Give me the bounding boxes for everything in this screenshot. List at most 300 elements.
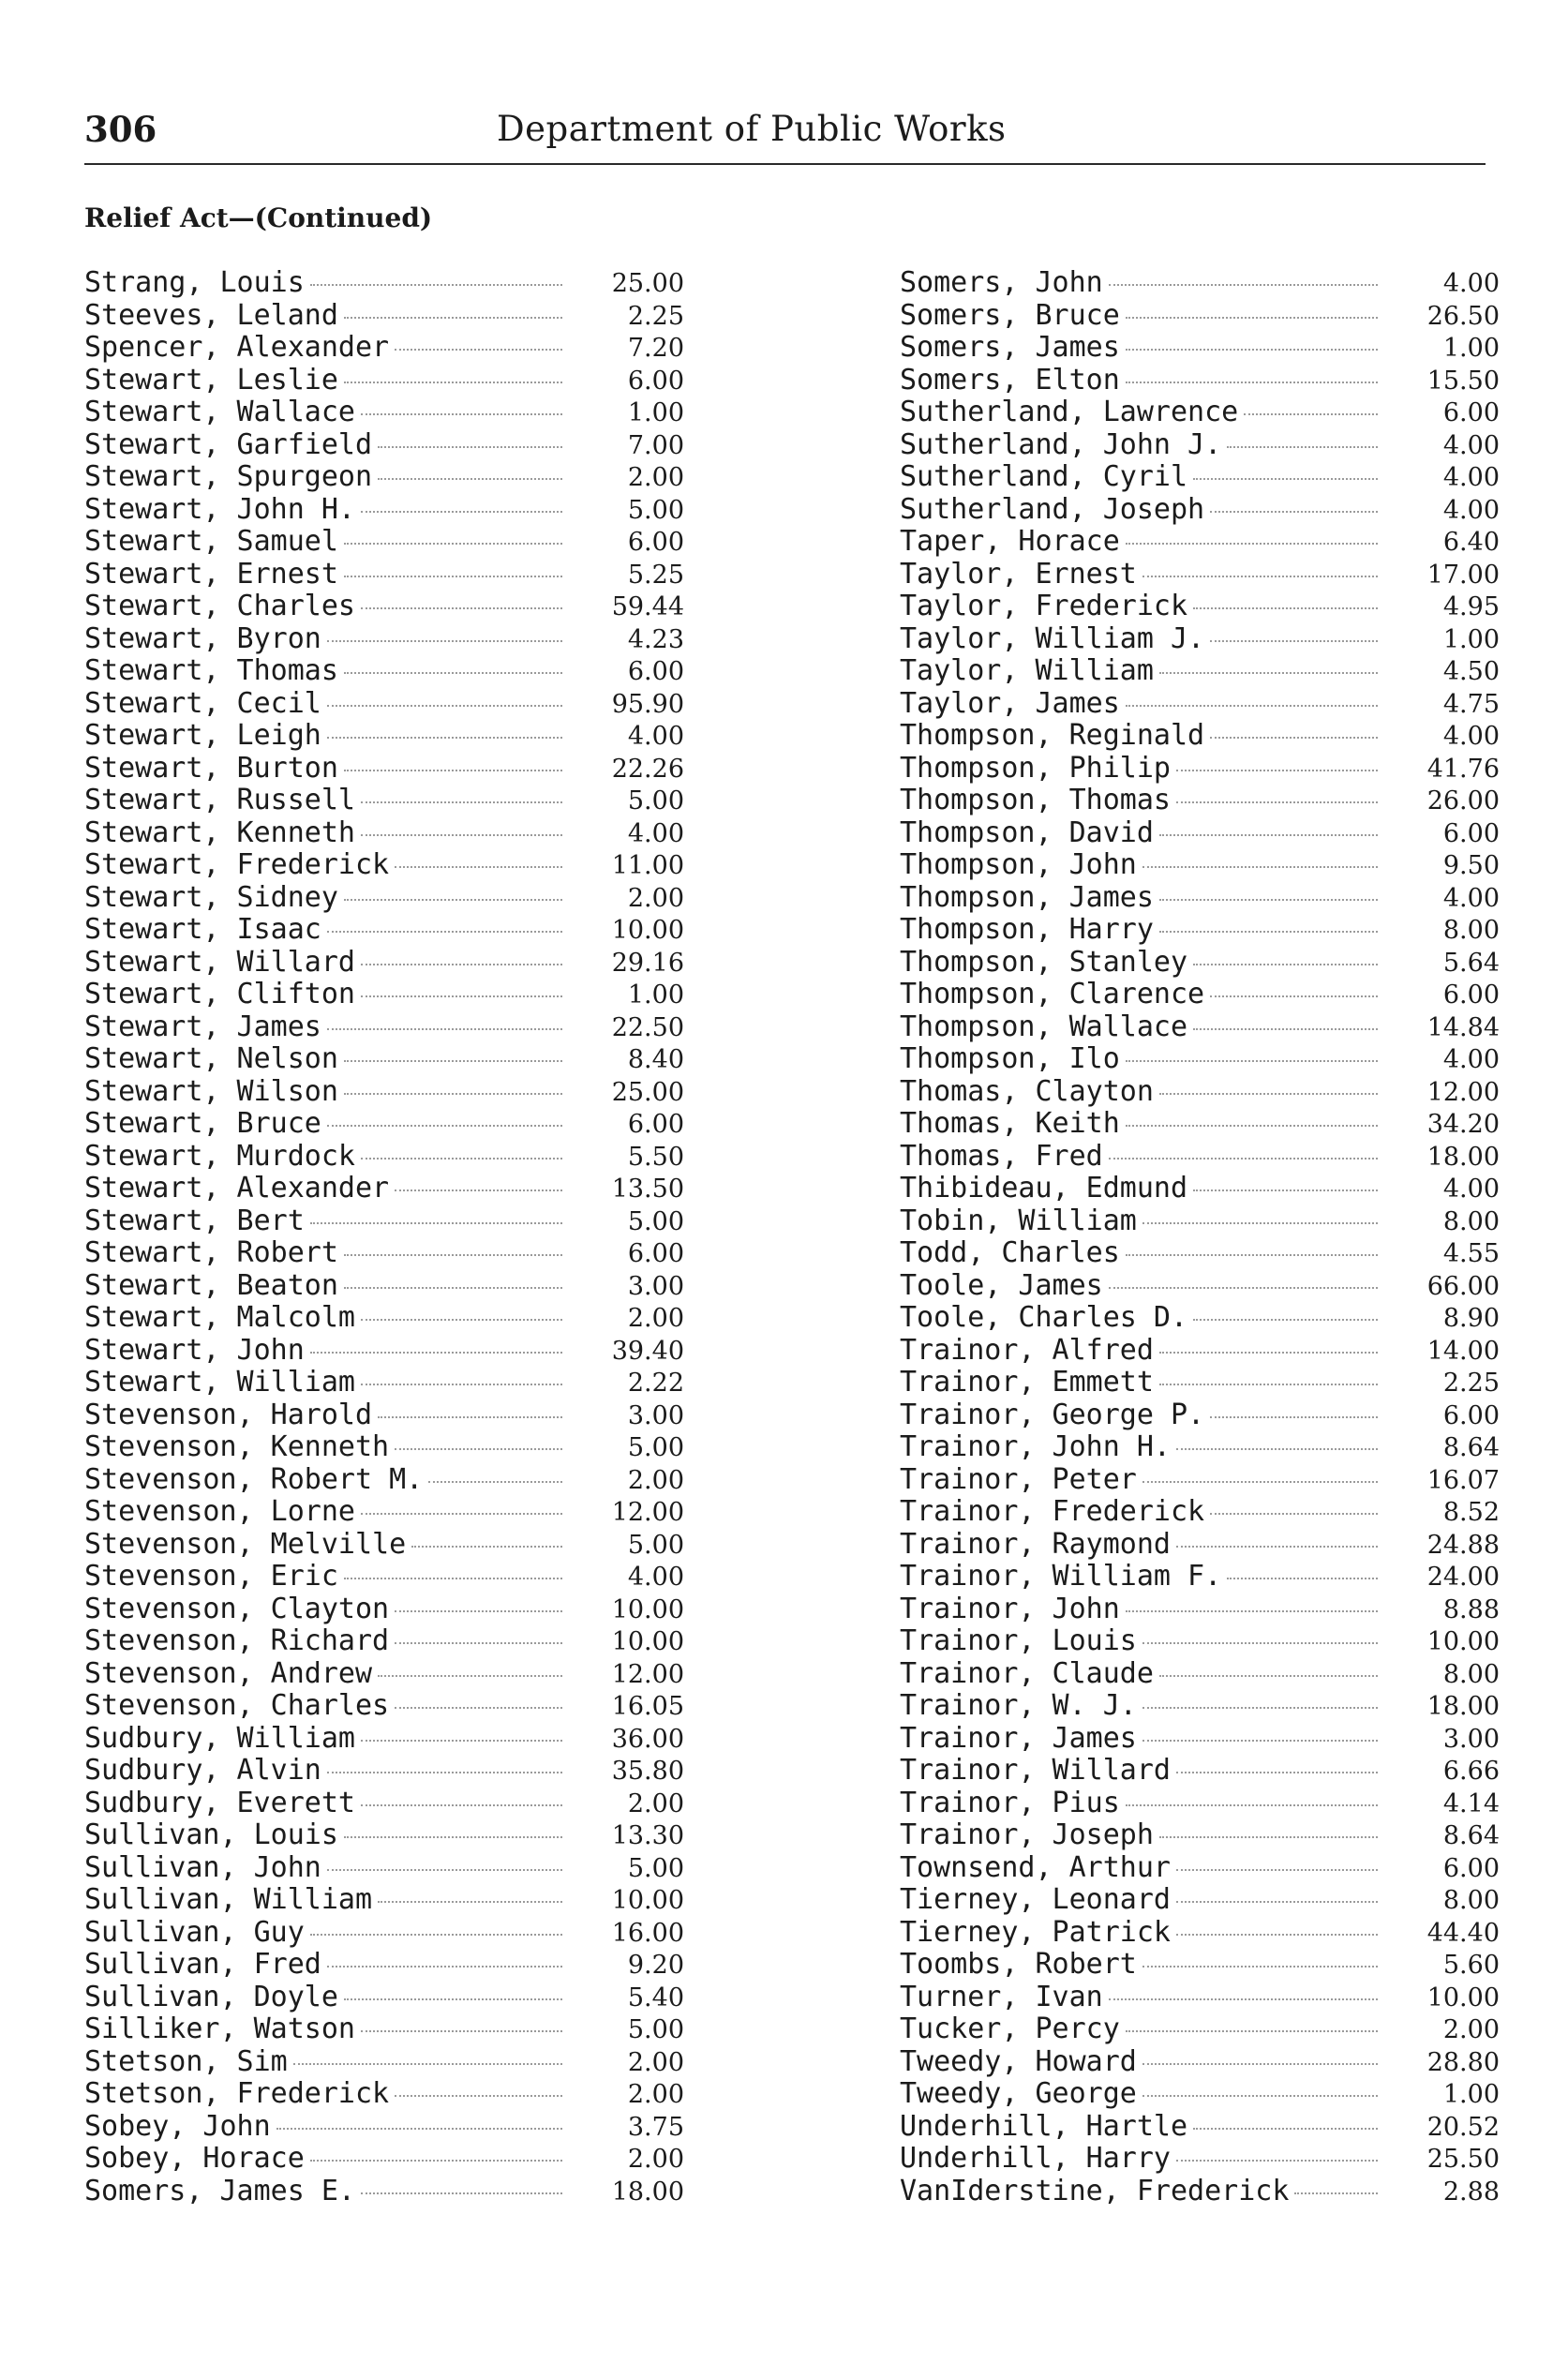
dot-leader xyxy=(378,1416,562,1418)
list-item xyxy=(84,1366,684,1399)
payee-name: Somers, James xyxy=(900,331,1120,364)
payment-amount: 1.00 xyxy=(1442,624,1500,654)
dot-leader xyxy=(1210,737,1378,739)
list-item xyxy=(84,1236,684,1269)
dot-leader xyxy=(344,770,562,771)
payee-name: Stewart, Russell xyxy=(84,784,355,816)
dot-leader xyxy=(395,1642,562,1644)
payment-amount: 2.88 xyxy=(1442,2177,1500,2207)
dot-leader xyxy=(1159,1384,1378,1385)
dot-leader xyxy=(327,1772,562,1773)
payee-name: Somers, James E. xyxy=(84,2174,355,2207)
list-item xyxy=(900,1075,1500,1108)
list-item xyxy=(900,1916,1500,1949)
payee-name: Stevenson, Richard xyxy=(84,1624,390,1657)
payee-name: Sutherland, Cyril xyxy=(900,460,1188,493)
payee-name: Taylor, William xyxy=(900,654,1154,687)
payment-amount: 14.00 xyxy=(1426,1336,1500,1366)
dot-leader xyxy=(1159,1675,1378,1677)
list-item xyxy=(900,590,1500,622)
payee-name: Thompson, David xyxy=(900,815,1154,849)
list-item xyxy=(84,913,684,946)
payment-amount: 13.30 xyxy=(611,1821,684,1850)
list-item xyxy=(84,1430,684,1463)
payee-name: Thompson, Stanley xyxy=(900,945,1188,979)
payment-amount: 3.00 xyxy=(627,1271,684,1301)
dot-leader xyxy=(1159,1352,1378,1354)
dot-leader xyxy=(1227,1578,1378,1579)
dot-leader xyxy=(1193,607,1378,609)
list-item xyxy=(900,1463,1500,1496)
payment-amount: 36.00 xyxy=(611,1724,684,1754)
payee-name: Sutherland, John J. xyxy=(900,427,1222,461)
list-item xyxy=(900,687,1500,720)
dot-leader xyxy=(327,640,562,642)
list-item xyxy=(84,364,684,396)
list-item xyxy=(900,654,1500,687)
payment-amount: 8.64 xyxy=(1442,1821,1500,1850)
payee-name: Sobey, Horace xyxy=(84,2142,305,2175)
list-item xyxy=(84,396,684,428)
payee-name: Stewart, James xyxy=(84,1010,321,1043)
payee-name: Stewart, Beaton xyxy=(84,1268,338,1302)
payee-name: Thompson, James xyxy=(900,880,1154,914)
payee-name: Stetson, Frederick xyxy=(84,2077,390,2110)
payment-amount: 66.00 xyxy=(1426,1271,1500,1301)
payee-name: Thomas, Fred xyxy=(900,1139,1103,1173)
list-item xyxy=(84,299,684,332)
dot-leader xyxy=(1176,1901,1378,1903)
payment-amount: 6.00 xyxy=(1442,1853,1500,1883)
dot-leader xyxy=(1126,349,1378,351)
list-item xyxy=(900,299,1500,332)
list-item xyxy=(84,1981,684,2013)
list-item xyxy=(900,1140,1500,1173)
payment-amount: 1.00 xyxy=(627,980,684,1010)
payment-amount: 4.00 xyxy=(627,722,684,751)
list-item xyxy=(84,881,684,914)
list-item xyxy=(900,1236,1500,1269)
section-heading: Relief Act—(Continued) xyxy=(84,202,433,233)
payee-name: Trainor, Raymond xyxy=(900,1527,1171,1561)
right-column xyxy=(900,266,1500,2207)
payee-name: Trainor, John xyxy=(900,1592,1120,1625)
payee-name: Somers, Elton xyxy=(900,363,1120,396)
payee-name: Taylor, Frederick xyxy=(900,590,1188,622)
payment-amount: 6.66 xyxy=(1442,1757,1500,1786)
payment-amount: 4.75 xyxy=(1442,689,1500,719)
payment-amount: 4.50 xyxy=(1442,657,1500,686)
payment-amount: 5.50 xyxy=(627,1142,684,1172)
payee-name: Thompson, Wallace xyxy=(900,1010,1188,1043)
list-item xyxy=(84,525,684,558)
payee-name: Stewart, Cecil xyxy=(84,686,321,720)
dot-leader xyxy=(327,931,562,933)
payment-amount: 2.00 xyxy=(627,2080,684,2109)
dot-leader xyxy=(344,1093,562,1095)
payee-name: Underhill, Hartle xyxy=(900,2109,1188,2143)
list-item xyxy=(900,1204,1500,1237)
payment-amount: 4.00 xyxy=(627,1563,684,1592)
dot-leader xyxy=(1142,2063,1378,2065)
payee-name: Somers, Bruce xyxy=(900,298,1120,332)
dot-leader xyxy=(1193,2128,1378,2130)
list-item xyxy=(84,1463,684,1496)
list-item xyxy=(900,2175,1500,2207)
dot-leader xyxy=(378,478,562,480)
dot-leader xyxy=(1176,1546,1378,1548)
payee-name: Stewart, Sidney xyxy=(84,880,338,914)
list-item xyxy=(900,848,1500,881)
payee-name: Trainor, Frederick xyxy=(900,1495,1205,1528)
payee-name: Tucker, Percy xyxy=(900,2012,1120,2045)
payee-name: Sullivan, Doyle xyxy=(84,1980,338,2013)
dot-leader xyxy=(361,1384,562,1385)
list-item xyxy=(84,1172,684,1204)
list-item xyxy=(84,816,684,849)
list-item xyxy=(84,848,684,881)
list-item xyxy=(900,752,1500,785)
dot-leader xyxy=(1109,1158,1378,1160)
list-item xyxy=(900,946,1500,979)
dot-leader xyxy=(361,413,562,415)
payee-name: Trainor, Alfred xyxy=(900,1333,1154,1367)
list-item xyxy=(84,460,684,493)
dot-leader xyxy=(344,1060,562,1062)
list-item xyxy=(84,1010,684,1043)
payee-name: Stewart, Malcolm xyxy=(84,1301,355,1334)
payee-name: Steeves, Leland xyxy=(84,298,338,332)
dot-leader xyxy=(1210,640,1378,642)
list-item xyxy=(84,493,684,526)
payment-amount: 4.00 xyxy=(1442,1045,1500,1074)
dot-leader xyxy=(361,2030,562,2032)
payee-name: Sullivan, Louis xyxy=(84,1818,338,1851)
dot-leader xyxy=(1126,382,1378,383)
payment-amount: 20.52 xyxy=(1426,2112,1500,2142)
payee-name: VanIderstine, Frederick xyxy=(900,2174,1290,2207)
payment-amount: 6.00 xyxy=(627,657,684,686)
payment-amount: 10.00 xyxy=(611,916,684,945)
list-item xyxy=(84,1399,684,1431)
list-item xyxy=(84,1560,684,1593)
list-item xyxy=(900,2012,1500,2045)
page-header xyxy=(84,105,1486,165)
payee-name: Trainor, Pius xyxy=(900,1786,1120,1819)
dot-leader xyxy=(361,964,562,965)
dot-leader xyxy=(1126,1060,1378,1062)
list-item xyxy=(900,622,1500,655)
payment-amount: 8.40 xyxy=(627,1045,684,1074)
payee-name: Thompson, Philip xyxy=(900,751,1171,785)
dot-leader xyxy=(395,1610,562,1612)
list-item xyxy=(84,1851,684,1884)
list-item xyxy=(84,784,684,816)
dot-leader xyxy=(310,2160,562,2162)
payee-name: Tweedy, Howard xyxy=(900,2044,1137,2078)
list-item xyxy=(900,525,1500,558)
list-item xyxy=(900,1334,1500,1367)
list-item xyxy=(84,1334,684,1367)
payment-amount: 16.05 xyxy=(611,1692,684,1721)
payment-amount: 2.00 xyxy=(627,1788,684,1818)
dot-leader xyxy=(1126,1804,1378,1806)
dot-leader xyxy=(344,1836,562,1838)
list-item xyxy=(84,2045,684,2078)
dot-leader xyxy=(327,705,562,707)
payment-amount: 12.00 xyxy=(1426,1077,1500,1107)
payee-name: Stevenson, Robert M. xyxy=(84,1462,424,1496)
list-item xyxy=(84,1301,684,1334)
dot-leader xyxy=(310,1934,562,1936)
payee-name: Stewart, Wilson xyxy=(84,1074,338,1108)
list-item xyxy=(900,1301,1500,1334)
payee-name: Sullivan, Guy xyxy=(84,1915,305,1949)
dot-leader xyxy=(310,1352,562,1354)
dot-leader xyxy=(395,1448,562,1450)
list-item xyxy=(900,1818,1500,1851)
payee-name: Stewart, Thomas xyxy=(84,654,338,687)
payment-amount: 29.16 xyxy=(611,948,684,978)
dot-leader xyxy=(1159,834,1378,836)
payee-name: Stevenson, Melville xyxy=(84,1527,407,1561)
payment-amount: 8.64 xyxy=(1442,1433,1500,1462)
payee-name: Stewart, Nelson xyxy=(84,1042,338,1075)
list-item xyxy=(84,1269,684,1302)
list-item xyxy=(900,1787,1500,1819)
payee-name: Sutherland, Lawrence xyxy=(900,396,1239,428)
payee-name: Thibideau, Edmund xyxy=(900,1172,1188,1204)
list-item xyxy=(84,2142,684,2175)
dot-leader xyxy=(1159,931,1378,933)
payment-amount: 3.00 xyxy=(1442,1724,1500,1754)
dot-leader xyxy=(344,382,562,383)
payment-amount: 9.50 xyxy=(1442,851,1500,880)
dot-leader xyxy=(1244,413,1378,415)
dot-leader xyxy=(1126,1610,1378,1612)
dot-leader xyxy=(1176,1772,1378,1773)
dot-leader xyxy=(428,1481,562,1483)
payee-name: Thompson, Clarence xyxy=(900,978,1205,1010)
list-item xyxy=(900,1042,1500,1075)
list-item xyxy=(900,1689,1500,1722)
dot-leader xyxy=(411,1546,562,1548)
payee-name: Trainor, W. J. xyxy=(900,1689,1137,1722)
payment-amount: 6.00 xyxy=(1442,818,1500,848)
payee-name: Stewart, Robert xyxy=(84,1236,338,1269)
dot-leader xyxy=(1193,1028,1378,1030)
payee-name: Trainor, William F. xyxy=(900,1560,1222,1593)
payee-name: Stewart, William xyxy=(84,1366,355,1399)
dot-leader xyxy=(361,801,562,803)
dot-leader xyxy=(1109,1287,1378,1289)
list-item xyxy=(84,1787,684,1819)
payee-name: Stewart, Isaac xyxy=(84,913,321,946)
payment-amount: 10.00 xyxy=(611,1886,684,1915)
list-item xyxy=(900,1528,1500,1561)
payment-amount: 18.00 xyxy=(611,2177,684,2207)
payment-amount: 7.20 xyxy=(627,334,684,363)
payee-name: Stewart, Leslie xyxy=(84,363,338,396)
list-item xyxy=(900,1399,1500,1431)
dot-leader xyxy=(344,899,562,901)
payee-name: Stevenson, Kenneth xyxy=(84,1430,390,1463)
dot-leader xyxy=(361,1740,562,1742)
payee-name: Stevenson, Charles xyxy=(84,1689,390,1722)
dot-leader xyxy=(344,543,562,545)
dot-leader xyxy=(1159,672,1378,674)
list-item xyxy=(900,364,1500,396)
list-item xyxy=(84,2077,684,2110)
dot-leader xyxy=(1126,705,1378,707)
payee-name: Stewart, Leigh xyxy=(84,719,321,752)
payee-name: Stewart, Alexander xyxy=(84,1172,390,1204)
payment-amount: 5.00 xyxy=(627,2015,684,2044)
payee-name: Trainor, Claude xyxy=(900,1656,1154,1690)
dot-leader xyxy=(344,1254,562,1256)
dot-leader xyxy=(310,284,562,286)
list-item xyxy=(900,1010,1500,1043)
dot-leader xyxy=(293,2063,562,2065)
list-item xyxy=(84,2012,684,2045)
payee-name: Sullivan, John xyxy=(84,1850,321,1884)
dot-leader xyxy=(327,1125,562,1127)
dot-leader xyxy=(378,1675,562,1677)
list-item xyxy=(900,266,1500,299)
payment-amount: 17.00 xyxy=(1426,560,1500,590)
dot-leader xyxy=(344,1998,562,2000)
dot-leader xyxy=(327,1028,562,1030)
list-item xyxy=(900,1172,1500,1204)
payment-amount: 2.00 xyxy=(1442,2015,1500,2044)
payee-name: Stewart, Kenneth xyxy=(84,815,355,849)
dot-leader xyxy=(344,576,562,577)
payment-amount: 13.50 xyxy=(611,1175,684,1204)
list-item xyxy=(900,428,1500,461)
payment-amount: 8.00 xyxy=(1442,1206,1500,1236)
payment-amount: 2.00 xyxy=(627,883,684,913)
dot-leader xyxy=(327,737,562,739)
payment-amount: 6.00 xyxy=(627,528,684,557)
dot-leader xyxy=(1210,1513,1378,1515)
payment-amount: 3.75 xyxy=(627,2112,684,2142)
dot-leader xyxy=(1159,1836,1378,1838)
payee-name: Stevenson, Clayton xyxy=(84,1592,390,1625)
payee-name: Stewart, Samuel xyxy=(84,525,338,558)
payee-name: Townsend, Arthur xyxy=(900,1850,1171,1884)
payment-amount: 28.80 xyxy=(1426,2047,1500,2077)
payment-amount: 4.00 xyxy=(627,818,684,848)
dot-leader xyxy=(1126,1254,1378,1256)
dot-leader xyxy=(361,511,562,513)
dot-leader xyxy=(1159,1093,1378,1095)
payment-amount: 12.00 xyxy=(611,1659,684,1689)
list-item xyxy=(84,752,684,785)
payment-amount: 8.00 xyxy=(1442,916,1500,945)
payee-name: Thompson, Ilo xyxy=(900,1042,1120,1075)
payment-amount: 5.00 xyxy=(627,495,684,525)
dot-leader xyxy=(344,317,562,319)
list-item xyxy=(84,946,684,979)
payment-amount: 4.23 xyxy=(627,624,684,654)
dot-leader xyxy=(1176,1448,1378,1450)
payment-amount: 8.00 xyxy=(1442,1659,1500,1689)
payee-name: Tobin, William xyxy=(900,1204,1137,1237)
dot-leader xyxy=(361,1804,562,1806)
payment-amount: 2.00 xyxy=(627,2047,684,2077)
payee-name: Tweedy, George xyxy=(900,2077,1137,2110)
payee-name: Thompson, Reginald xyxy=(900,719,1205,752)
payee-name: Trainor, John H. xyxy=(900,1430,1171,1463)
payee-name: Taylor, James xyxy=(900,686,1120,720)
dot-leader xyxy=(1109,284,1378,286)
payee-name: Thomas, Keith xyxy=(900,1107,1120,1140)
payee-name: Stewart, Clifton xyxy=(84,978,355,1010)
payment-amount: 15.50 xyxy=(1426,366,1500,396)
payment-amount: 9.20 xyxy=(627,1951,684,1980)
payee-name: Trainor, George P. xyxy=(900,1398,1205,1431)
dot-leader xyxy=(1142,1707,1378,1709)
dot-leader xyxy=(344,1578,562,1579)
page-title: Department of Public Works xyxy=(497,109,1007,149)
dot-leader xyxy=(1142,1966,1378,1968)
dot-leader xyxy=(378,446,562,448)
page-number: 306 xyxy=(84,109,157,150)
list-item xyxy=(900,1624,1500,1657)
payment-amount: 6.00 xyxy=(627,366,684,396)
list-item xyxy=(84,719,684,752)
dot-leader xyxy=(1142,866,1378,868)
payee-name: Sullivan, William xyxy=(84,1883,373,1916)
payment-amount: 39.40 xyxy=(611,1336,684,1366)
payment-amount: 24.00 xyxy=(1426,1563,1500,1592)
dot-leader xyxy=(1210,511,1378,513)
list-item xyxy=(84,1075,684,1108)
payment-amount: 6.40 xyxy=(1442,528,1500,557)
dot-leader xyxy=(1176,1934,1378,1936)
list-item xyxy=(84,1495,684,1528)
payee-name: Sullivan, Fred xyxy=(84,1948,321,1981)
list-item xyxy=(900,1883,1500,1916)
payment-amount: 3.00 xyxy=(627,1400,684,1430)
list-item xyxy=(84,1948,684,1981)
left-column xyxy=(84,266,684,2207)
list-item xyxy=(900,1107,1500,1140)
payee-name: Sudbury, Alvin xyxy=(84,1754,321,1787)
dot-leader xyxy=(1142,1481,1378,1483)
dot-leader xyxy=(1142,1642,1378,1644)
list-item xyxy=(84,1042,684,1075)
list-item xyxy=(84,1528,684,1561)
payee-name: Somers, John xyxy=(900,266,1103,299)
dot-leader xyxy=(1193,478,1378,480)
list-item xyxy=(900,1269,1500,1302)
payment-amount: 41.76 xyxy=(1426,754,1500,784)
payment-amount: 10.00 xyxy=(611,1627,684,1656)
payee-name: Turner, Ivan xyxy=(900,1980,1103,2013)
dot-leader xyxy=(1176,801,1378,803)
dot-leader xyxy=(1126,317,1378,319)
list-item xyxy=(84,590,684,622)
payment-amount: 2.00 xyxy=(627,2145,684,2174)
payment-amount: 5.00 xyxy=(627,1206,684,1236)
payment-amount: 14.84 xyxy=(1426,1012,1500,1042)
dot-leader xyxy=(1109,1998,1378,2000)
payment-amount: 2.22 xyxy=(627,1369,684,1398)
dot-leader xyxy=(395,866,562,868)
dot-leader xyxy=(361,1513,562,1515)
dot-leader xyxy=(327,1966,562,1968)
